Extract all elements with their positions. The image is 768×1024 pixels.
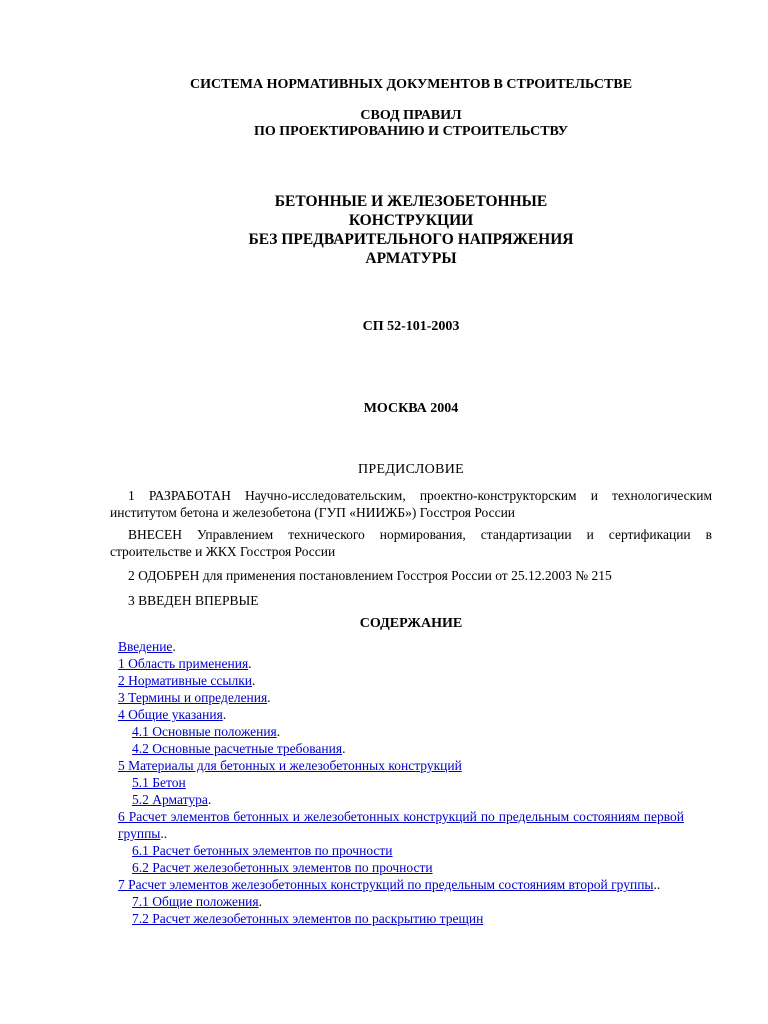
toc-item-7-1: 7.1 Общие положения.: [132, 894, 262, 909]
contents-heading: СОДЕРЖАНИЕ: [359, 616, 463, 631]
toc-link[interactable]: 6.2 Расчет железобетонных элементов по прочности: [132, 860, 433, 875]
toc-item-6-2: [118, 859, 684, 876]
preface-paragraph-3: 2 ОДОБРЕН для применения постановлением Госстроя России от 25.12.2003 № 215: [128, 568, 612, 583]
toc-link[interactable]: 2 Нормативные ссылки: [118, 673, 252, 688]
toc-item-4-1: 4.1 Основные положения.: [132, 724, 281, 739]
toc-link[interactable]: 5 Материалы для бетонных и железобетонных конструкций: [118, 758, 462, 773]
toc-item-4: 4 Общие указания.: [118, 707, 227, 722]
toc-item-1: 1 Область применения.: [118, 656, 252, 671]
toc-item-5: [118, 757, 684, 774]
toc-item-4-2: 4.2 Основные расчетные требования.: [132, 741, 346, 756]
toc-link[interactable]: 4.2 Основные расчетные требования: [132, 741, 343, 756]
title-line-1: БЕТОННЫЕ И ЖЕЛЕЗОБЕТОННЫЕ: [274, 193, 548, 210]
preface-paragraph-4: 3 ВВЕДЕН ВПЕРВЫЕ: [128, 593, 259, 608]
toc-item-7: 7 Расчет элементов железобетонных конструкций по предельным состояниям второй группы..: [118, 877, 661, 892]
toc-link[interactable]: 7.2 Расчет железобетонных элементов по раскрытию трещин: [132, 911, 484, 926]
city-year: МОСКВА 2004: [363, 401, 459, 416]
system-heading: СИСТЕМА НОРМАТИВНЫХ ДОКУМЕНТОВ В СТРОИТЕЛЬСТВЕ: [189, 77, 633, 92]
toc-link[interactable]: 4 Общие указания: [118, 707, 223, 722]
title-line-4: АРМАТУРЫ: [365, 250, 457, 267]
toc-link[interactable]: 3 Термины и определения: [118, 690, 268, 705]
svod-line-1: СВОД ПРАВИЛ: [360, 108, 462, 123]
toc-link[interactable]: Введение: [118, 639, 173, 654]
title-line-3: БЕЗ ПРЕДВАРИТЕЛЬНОГО НАПРЯЖЕНИЯ: [248, 231, 574, 248]
toc-link[interactable]: 6 Расчет элементов бетонных и железобетонных конструкций по предельным состояниям первой группы: [118, 809, 684, 841]
toc-item-introduction: Введение.: [118, 639, 176, 654]
document-code: СП 52-101-2003: [362, 319, 460, 334]
preface-heading: ПРЕДИСЛОВИЕ: [357, 462, 464, 477]
toc-link[interactable]: 7 Расчет элементов железобетонных конструкций по предельным состояниям второй группы: [118, 877, 654, 892]
toc-item-2: 2 Нормативные ссылки.: [118, 673, 256, 688]
toc-item-3: 3 Термины и определения.: [118, 690, 271, 705]
preface-paragraph-2: ВНЕСЕН Управлением технического нормирования, стандартизации и сертификации в строительстве и ЖКХ Госстроя России: [110, 527, 712, 559]
svod-heading: [110, 108, 712, 140]
title-line-2: КОНСТРУКЦИИ: [348, 212, 474, 229]
toc-link[interactable]: 6.1 Расчет бетонных элементов по прочности: [132, 843, 393, 858]
table-of-contents: [118, 638, 684, 927]
toc-link[interactable]: 7.1 Общие положения: [132, 894, 259, 909]
toc-item-6-1: [118, 842, 684, 859]
toc-item-5-2: 5.2 Арматура.: [132, 792, 212, 807]
toc-item-7-2: [118, 910, 684, 927]
preface-paragraph-1: 1 РАЗРАБОТАН Научно-исследовательским, проектно-конструкторским и технологическим институтом бетона и железобетона (ГУП «НИИЖБ») Госстроя России: [110, 488, 712, 520]
toc-link[interactable]: 5.2 Арматура: [132, 792, 208, 807]
toc-link[interactable]: 1 Область применения: [118, 656, 249, 671]
toc-item-5-1: [118, 774, 684, 791]
svod-line-2: ПО ПРОЕКТИРОВАНИЮ И СТРОИТЕЛЬСТВУ: [253, 124, 569, 139]
toc-item-6: 6 Расчет элементов бетонных и железобетонных конструкций по предельным состояниям первой группы..: [118, 809, 684, 841]
toc-link[interactable]: 4.1 Основные положения: [132, 724, 277, 739]
document-title: [110, 192, 712, 268]
toc-link[interactable]: 5.1 Бетон: [132, 775, 186, 790]
